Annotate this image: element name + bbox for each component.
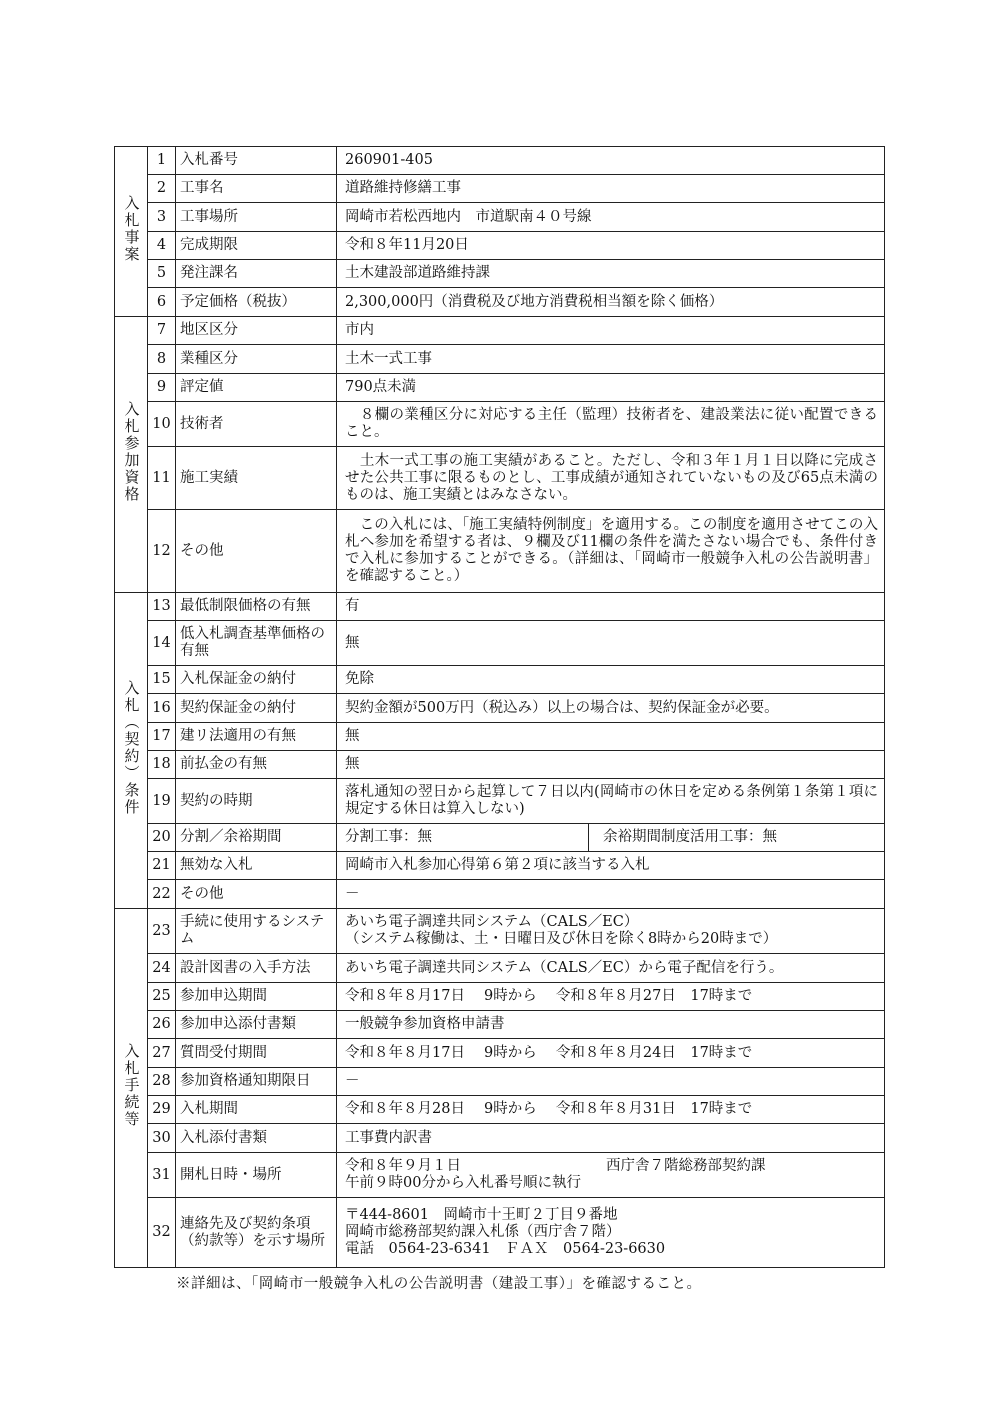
row-number: 5: [148, 260, 176, 288]
row-number: 10: [148, 402, 176, 447]
row-value: 有: [337, 593, 885, 621]
row-number: 28: [148, 1068, 176, 1096]
row-value: 工事費内訳書: [337, 1124, 885, 1153]
section-label-bid-case: 入札事案: [115, 147, 148, 317]
row-item: 参加資格通知期限日: [176, 1068, 337, 1096]
row-value: 令和８年８月28日 9時から 令和８年８月31日 17時まで: [337, 1096, 885, 1124]
row-value: あいち電子調達共同システム（CALS／EC）から電子配信を行う。: [337, 954, 885, 983]
row-number: 14: [148, 621, 176, 666]
row-item: 開札日時・場所: [176, 1153, 337, 1198]
row-value: 一般競争参加資格申請書: [337, 1011, 885, 1039]
row-value: 岡崎市若松西地内 市道駅南４０号線: [337, 203, 885, 232]
row-value-split: 分割工事：無: [337, 824, 589, 852]
row-number: 31: [148, 1153, 176, 1198]
row-value: 無: [337, 723, 885, 751]
row-value: ８欄の業種区分に対応する主任（監理）技術者を、建設業法に従い配置できること。: [337, 402, 885, 447]
row-value: この入札には、「施工実績特例制度」を適用する。この制度を適用させてこの入札へ参加を希望する者は、９欄及び11欄の条件を満たさない場合でも、条件付きで入札に参加することができる。（詳細は、「岡崎市一般競争入札の公告説明書」を確認すること。）: [337, 510, 885, 593]
row-number: 26: [148, 1011, 176, 1039]
row-item: 業種区分: [176, 345, 337, 374]
row-item: 設計図書の入手方法: [176, 954, 337, 983]
row-number: 22: [148, 880, 176, 909]
row-item: 予定価格（税抜）: [176, 288, 337, 317]
bid-notice-document: [114, 146, 884, 1268]
row-item: 入札保証金の納付: [176, 666, 337, 694]
row-item: その他: [176, 510, 337, 593]
row-number: 1: [148, 147, 176, 175]
row-item: 連絡先及び契約条項（約款等）を示す場所: [176, 1198, 337, 1268]
row-item: 入札番号: [176, 147, 337, 175]
row-number: 8: [148, 345, 176, 374]
row-value: 令和８年８月17日 9時から 令和８年８月24日 17時まで: [337, 1039, 885, 1068]
row-item: 契約の時期: [176, 779, 337, 824]
row-value-grace: 余裕期間制度活用工事：無: [589, 824, 885, 852]
row-item: 低入札調査基準価格の有無: [176, 621, 337, 666]
row-number: 25: [148, 983, 176, 1011]
row-value: 落札通知の翌日から起算して７日以内(岡崎市の休日を定める条例第１条第１項に規定する休日は算入しない): [337, 779, 885, 824]
section-label-procedures: 入札手続等: [115, 909, 148, 1268]
row-value: 260901-405: [337, 147, 885, 175]
row-value: 土木一式工事の施工実績があること。ただし、令和３年１月１日以降に完成させた公共工事に限るものとし、工事成績が通知されていないもの及び65点未満のものは、施工実績とはみなさない。: [337, 447, 885, 510]
row-value: 土木建設部道路維持課: [337, 260, 885, 288]
row-number: 20: [148, 824, 176, 852]
row-value: 無: [337, 621, 885, 666]
row-item: 評定値: [176, 374, 337, 402]
row-value: あいち電子調達共同システム（CALS／EC） （システム稼働は、土・日曜日及び休日を除く8時から20時まで）: [337, 909, 885, 954]
row-number: 30: [148, 1124, 176, 1153]
row-number: 3: [148, 203, 176, 232]
section-label-qualification: 入札参加資格: [115, 317, 148, 593]
row-value: 道路維持修繕工事: [337, 175, 885, 203]
row-number: 4: [148, 232, 176, 260]
row-value: 市内: [337, 317, 885, 345]
row-value: －: [337, 880, 885, 909]
row-number: 17: [148, 723, 176, 751]
row-item: 完成期限: [176, 232, 337, 260]
row-number: 32: [148, 1198, 176, 1268]
row-item: 手続に使用するシステム: [176, 909, 337, 954]
row-number: 19: [148, 779, 176, 824]
row-number: 21: [148, 852, 176, 880]
row-number: 24: [148, 954, 176, 983]
row-number: 9: [148, 374, 176, 402]
row-number: 18: [148, 751, 176, 779]
row-number: 2: [148, 175, 176, 203]
row-value: －: [337, 1068, 885, 1096]
row-number: 7: [148, 317, 176, 345]
row-item: 地区区分: [176, 317, 337, 345]
row-item: 分割／余裕期間: [176, 824, 337, 852]
row-item: 工事名: [176, 175, 337, 203]
row-item: 契約保証金の納付: [176, 694, 337, 723]
row-number: 12: [148, 510, 176, 593]
row-value: 令和８年９月１日 西庁舎７階総務部契約課 午前９時00分から入札番号順に執行: [337, 1153, 885, 1198]
row-number: 23: [148, 909, 176, 954]
row-value: 契約金額が500万円（税込み）以上の場合は、契約保証金が必要。: [337, 694, 885, 723]
row-item: 最低制限価格の有無: [176, 593, 337, 621]
row-item: 技術者: [176, 402, 337, 447]
row-item: その他: [176, 880, 337, 909]
row-number: 27: [148, 1039, 176, 1068]
row-value: 令和８年11月20日: [337, 232, 885, 260]
row-item: 参加申込期間: [176, 983, 337, 1011]
row-value: 790点未満: [337, 374, 885, 402]
row-number: 13: [148, 593, 176, 621]
row-value: 〒444-8601 岡崎市十王町２丁目９番地 岡崎市総務部契約課入札係（西庁舎７階） 電話 0564-23-6341 ＦＡＸ 0564-23-6630: [337, 1198, 885, 1268]
row-number: 11: [148, 447, 176, 510]
section-label-contract-conditions: 入札（契約）条件: [115, 593, 148, 909]
row-value: 岡崎市入札参加心得第６第２項に該当する入札: [337, 852, 885, 880]
row-number: 6: [148, 288, 176, 317]
row-value: 土木一式工事: [337, 345, 885, 374]
row-item: 質問受付期間: [176, 1039, 337, 1068]
row-item: 入札添付書類: [176, 1124, 337, 1153]
row-value: 無: [337, 751, 885, 779]
row-item: 工事場所: [176, 203, 337, 232]
row-value: 令和８年８月17日 9時から 令和８年８月27日 17時まで: [337, 983, 885, 1011]
bid-notice-table: [114, 146, 885, 1268]
footnote: ※詳細は、「岡崎市一般競争入札の公告説明書（建設工事）」を確認すること。: [176, 1276, 702, 1292]
row-item: 発注課名: [176, 260, 337, 288]
row-item: 参加申込添付書類: [176, 1011, 337, 1039]
row-value: 2,300,000円（消費税及び地方消費税相当額を除く価格）: [337, 288, 885, 317]
row-number: 15: [148, 666, 176, 694]
row-number: 16: [148, 694, 176, 723]
row-item: 無効な入札: [176, 852, 337, 880]
row-value: 免除: [337, 666, 885, 694]
row-item: 建リ法適用の有無: [176, 723, 337, 751]
row-item: 施工実績: [176, 447, 337, 510]
row-item: 前払金の有無: [176, 751, 337, 779]
row-item: 入札期間: [176, 1096, 337, 1124]
row-number: 29: [148, 1096, 176, 1124]
